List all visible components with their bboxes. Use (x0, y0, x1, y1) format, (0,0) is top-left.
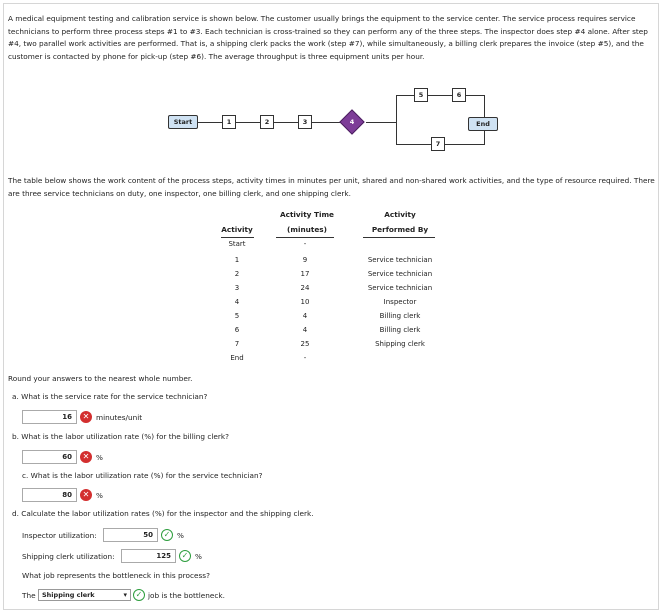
col-by-header-1: Activity (384, 210, 416, 219)
step-2-node: 2 (260, 115, 274, 129)
table-row: End (230, 354, 244, 362)
table-row: 1 (234, 256, 240, 264)
answer-a-unit: minutes/unit (96, 413, 143, 422)
col-time-header-1: Activity Time (279, 210, 335, 219)
the-label: The (22, 591, 36, 600)
correct-icon: ✓ (161, 529, 173, 541)
table-row: Service technician (367, 270, 433, 278)
table-row: Service technician (367, 256, 433, 264)
question-a: a. What is the service rate for the service technician? (12, 392, 208, 401)
correct-icon: ✓ (179, 550, 191, 562)
question-b: b. What is the labor utilization rate (%) for the billing clerk? (12, 432, 229, 441)
question-d: d. Calculate the labor utilization rates (%) for the inspector and the shipping clerk. (12, 509, 314, 518)
step-1-node: 1 (222, 115, 236, 129)
table-row: 25 (300, 340, 310, 348)
round-note: Round your answers to the nearest whole number. (8, 374, 193, 383)
step-3-node: 3 (298, 115, 312, 129)
table-row: 24 (300, 284, 310, 292)
col-activity-header: Activity (221, 225, 253, 234)
table-row: 3 (234, 284, 240, 292)
table-row: 4 (234, 298, 240, 306)
table-row: Start (228, 240, 246, 248)
table-row: 2 (234, 270, 240, 278)
inspector-label: Inspector utilization: (22, 531, 97, 540)
start-node: Start (168, 115, 198, 129)
bottleneck-select-value: Shipping clerk (42, 591, 95, 599)
table-row: 4 (302, 326, 308, 334)
bottleneck-suffix: job is the bottleneck. (148, 591, 225, 600)
shipping-label: Shipping clerk utilization: (22, 552, 115, 561)
bottleneck-question: What job represents the bottleneck in this process? (22, 571, 210, 580)
incorrect-icon: ✕ (80, 411, 92, 423)
table-row: 7 (234, 340, 240, 348)
inspector-unit: % (177, 531, 184, 540)
answer-a-input[interactable]: 16 (22, 410, 77, 424)
question-c: c. What is the labor utilization rate (%) for the service technician? (22, 471, 263, 480)
answer-c-unit: % (96, 491, 103, 500)
shipping-unit: % (195, 552, 202, 561)
incorrect-icon: ✕ (80, 489, 92, 501)
col-by-header-2: Performed By (371, 225, 429, 234)
col-time-header-2: (minutes) (287, 225, 327, 234)
table-row: - (303, 354, 307, 362)
table-row: 9 (302, 256, 308, 264)
bottleneck-select[interactable] (38, 589, 131, 601)
table-row: 5 (234, 312, 240, 320)
table-row: Inspector (383, 298, 417, 306)
question-panel (3, 3, 659, 610)
table-row: Billing clerk (379, 312, 421, 320)
table-row: 17 (300, 270, 310, 278)
table-row: 4 (302, 312, 308, 320)
shipping-input[interactable]: 125 (121, 549, 176, 563)
table-row: 6 (234, 326, 240, 334)
incorrect-icon: ✕ (80, 451, 92, 463)
chevron-down-icon: ▾ (123, 591, 127, 599)
intro-text: A medical equipment testing and calibration service is shown below. The customer usually brings the equipment to the service center. The service process requires service technicians to perform three process steps #1 to #3. Each technician is cross-trained so they can perform any of the three steps. The inspector does step #4 alone. After step #4, two parallel work activities are performed. That is, a shipping clerk packs the work (step #7), while simultaneously, a billing clerk prepares the invoice (step #5), and the customer is contacted by phone for pick-up (step #6). The average throughput is three equipment units per hour. (8, 14, 648, 61)
end-node: End (468, 117, 498, 131)
step-6-node: 6 (452, 88, 466, 102)
table-row: Billing clerk (379, 326, 421, 334)
step-5-node: 5 (414, 88, 428, 102)
table-row: Service technician (367, 284, 433, 292)
correct-icon: ✓ (133, 589, 145, 601)
answer-b-unit: % (96, 453, 103, 462)
table-row: Shipping clerk (375, 340, 425, 348)
table-description: The table below shows the work content of the process steps, activity times in minutes per unit, shared and non-shared work activities, and the type of resource required. There are three service technicians on duty, one inspector, one billing clerk, and one shipping clerk. (8, 176, 655, 198)
table-row: 10 (300, 298, 310, 306)
answer-b-input[interactable]: 60 (22, 450, 77, 464)
table-row: - (303, 240, 307, 248)
answer-c-input[interactable]: 80 (22, 488, 77, 502)
step-7-node: 7 (431, 137, 445, 151)
inspector-input[interactable]: 50 (103, 528, 158, 542)
